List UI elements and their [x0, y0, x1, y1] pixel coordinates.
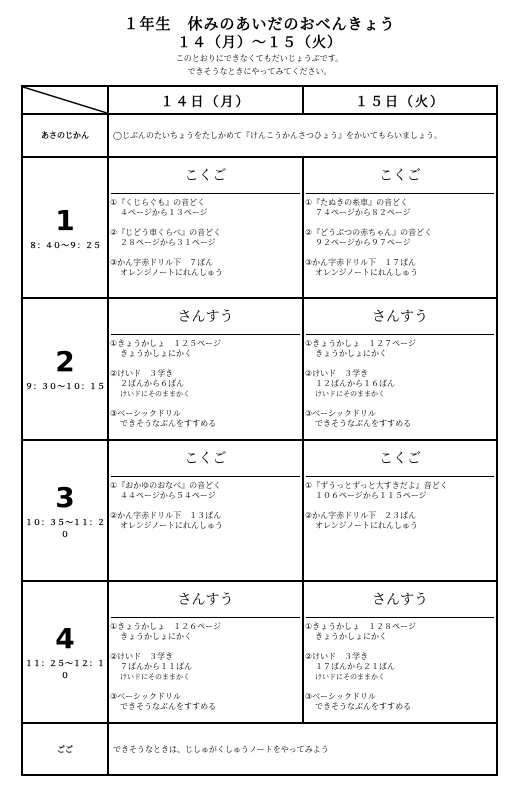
lesson-cell-tue: [303, 298, 497, 440]
task-text: ②けいド ３学き: [110, 652, 174, 661]
period-number: 3: [55, 480, 75, 514]
period-number: 2: [55, 345, 75, 378]
task-detail: ２８ページから３１ページ: [120, 238, 216, 247]
task-text: ①『くじらぐも』の音どく: [110, 198, 206, 207]
task-item: [305, 228, 496, 248]
task-detail: ７ばんから１１ばん: [120, 662, 192, 671]
task-detail: １０６ページから１１５ページ: [315, 491, 427, 500]
task-item: [305, 481, 496, 501]
task-item: [110, 692, 302, 712]
period-label-cell: [22, 440, 108, 581]
task-detail: オレンジノートにれんしゅう: [315, 521, 419, 530]
task-detail-extra: けいドにそのままかく: [120, 673, 190, 681]
task-item: [305, 692, 496, 712]
task-item: [305, 622, 496, 642]
task-text: ③ベーシックドリル: [305, 692, 376, 701]
task-list: [109, 618, 302, 712]
period-time: １０：３５～１１：２０: [25, 517, 105, 539]
period-number: 1: [55, 203, 75, 237]
task-detail: きょうかしょにかく: [120, 349, 192, 358]
task-detail: ９２ページから９７ページ: [315, 238, 411, 247]
task-text: ①きょうかしょ １２７ページ: [305, 339, 417, 348]
lesson-cell-mon: [108, 581, 303, 723]
task-text: ②かん字赤ドリル下 ２３ぱん: [305, 511, 417, 520]
task-detail: ７４ページから８２ページ: [315, 208, 411, 217]
task-text: ②『じどう車くらべ』の音どく: [110, 228, 222, 237]
task-detail: オレンジノートにれんしゅう: [120, 521, 224, 530]
date-range: １４（月）～１５（火）: [177, 35, 342, 51]
afternoon-instruction: できそうなときは、じしゅがくしゅうノートをやってみよう: [108, 723, 497, 775]
period-label-cell: [22, 298, 108, 440]
period-row-3: [22, 440, 497, 581]
afternoon-label: ごご: [22, 723, 108, 775]
task-text: ①きょうかしょ １２８ページ: [305, 622, 417, 631]
task-text: ②『どうぶつの赤ちゃん』の音どく: [305, 228, 433, 237]
day-header-tue: １５日（火）: [303, 86, 497, 114]
task-detail: きょうかしょにかく: [315, 349, 387, 358]
task-detail: できそうなぶんをすすめる: [315, 419, 412, 428]
lesson-cell-tue: [303, 440, 497, 581]
task-text: ①『おかゆのおなべ』の音どく: [110, 481, 222, 490]
task-item: [110, 652, 302, 682]
task-detail-extra: けいドにそのままかく: [120, 390, 190, 398]
period-time: ９：３０～１０：１５: [25, 382, 105, 391]
period-number: 4: [55, 622, 75, 655]
task-detail: オレンジノートにれんしゅう: [120, 268, 224, 277]
subject-title: こくご: [306, 158, 494, 194]
lesson-cell-mon: [108, 298, 303, 440]
task-text: ②けいド ３学き: [110, 369, 174, 378]
task-detail: きょうかしょにかく: [315, 632, 387, 641]
subject-title: さんすう: [111, 582, 300, 618]
day-header-row: [22, 86, 497, 114]
task-item: [110, 369, 302, 399]
task-detail: オレンジノートにれんしゅう: [315, 268, 419, 277]
task-text: ①『たぬきの糸車』の音どく: [305, 198, 409, 207]
task-item: [305, 339, 496, 359]
task-detail-extra: けいドにそのままかく: [315, 390, 385, 398]
subject-title: さんすう: [111, 299, 300, 335]
task-item: [305, 258, 496, 278]
task-item: [110, 339, 302, 359]
task-detail: １７ばんから２１ばん: [315, 662, 395, 671]
task-text: ②けいド ３学き: [305, 369, 369, 378]
morning-label: あさのじかん: [22, 114, 108, 157]
schedule-table: [21, 85, 498, 776]
task-text: ①きょうかしょ １２６ページ: [110, 622, 222, 631]
task-detail-extra: けいドにそのままかく: [315, 673, 385, 681]
task-item: [305, 409, 496, 429]
task-text: ③かん字赤ドリル下 １７ぱん: [305, 258, 417, 267]
period-row-2: [22, 298, 497, 440]
lesson-cell-mon: [108, 440, 303, 581]
subject-title: こくご: [306, 441, 494, 477]
task-item: [110, 511, 302, 531]
task-list: [109, 335, 302, 429]
task-list: [304, 335, 496, 429]
period-label-cell: [22, 581, 108, 723]
task-text: ③ベーシックドリル: [110, 409, 181, 418]
task-item: [305, 369, 496, 399]
diagonal-line: [23, 87, 107, 113]
task-list: [304, 477, 496, 531]
task-detail: ４ページから１３ページ: [120, 208, 208, 217]
task-text: ③ベーシックドリル: [110, 692, 181, 701]
afternoon-row: [22, 723, 497, 775]
task-item: [110, 409, 302, 429]
period-row-4: [22, 581, 497, 723]
task-detail: できそうなぶんをすすめる: [120, 419, 217, 428]
task-detail: １２ばんから１６ばん: [315, 379, 395, 388]
task-detail: できそうなぶんをすすめる: [120, 702, 217, 711]
task-item: [305, 198, 496, 218]
lesson-cell-mon: [108, 157, 303, 298]
lesson-cell-tue: [303, 157, 497, 298]
morning-row: [22, 114, 497, 157]
task-item: [110, 622, 302, 642]
task-detail: できそうなぶんをすすめる: [315, 702, 412, 711]
morning-instruction: ◯じぶんのたいちょうをたしかめて『けんこうかんさつひょう』をかいてもらいましょう。: [108, 114, 497, 157]
task-list: [109, 194, 302, 278]
period-time: １１：２５～１２：１０: [25, 659, 105, 680]
period-row-1: [22, 157, 497, 298]
task-detail: ４４ページから５４ページ: [120, 491, 216, 500]
task-text: ②けいド ３学き: [305, 652, 369, 661]
task-text: ②かん字赤ドリル下 １３ぱん: [110, 511, 222, 520]
period-time: ８：４０～９：２５: [29, 240, 101, 250]
subject-title: こくご: [111, 158, 300, 194]
day-header-mon: １４日（月）: [108, 86, 303, 114]
task-item: [110, 228, 302, 248]
task-list: [304, 618, 496, 712]
task-item: [110, 481, 302, 501]
task-detail: きょうかしょにかく: [120, 632, 192, 641]
lesson-cell-tue: [303, 581, 497, 723]
task-text: ①きょうかしょ １２５ページ: [110, 339, 222, 348]
task-text: ①『ずうっとずっと大すきだよ』音どく: [305, 481, 448, 490]
task-item: [305, 652, 496, 682]
subject-title: こくご: [111, 441, 300, 477]
page-title: １年生 休みのあいだのおべんきょう: [123, 15, 396, 33]
note-line-2: できそうなときにやってみてください。: [187, 67, 332, 76]
task-list: [304, 194, 496, 278]
task-item: [110, 258, 302, 278]
note-line-1: このとおりにできなくてもだいじょうぶです。: [175, 54, 344, 63]
task-item: [305, 511, 496, 531]
subject-title: さんすう: [306, 299, 494, 335]
task-text: ③ベーシックドリル: [305, 409, 376, 418]
task-item: [110, 198, 302, 218]
task-detail: ２ばんから６ばん: [120, 379, 184, 388]
task-list: [109, 477, 302, 531]
period-label-cell: [22, 157, 108, 298]
page-header: [0, 14, 519, 78]
subject-title: さんすう: [306, 582, 494, 618]
corner-cell: [22, 86, 108, 114]
task-text: ③かん字赤ドリル下 ７ぱん: [110, 258, 214, 267]
